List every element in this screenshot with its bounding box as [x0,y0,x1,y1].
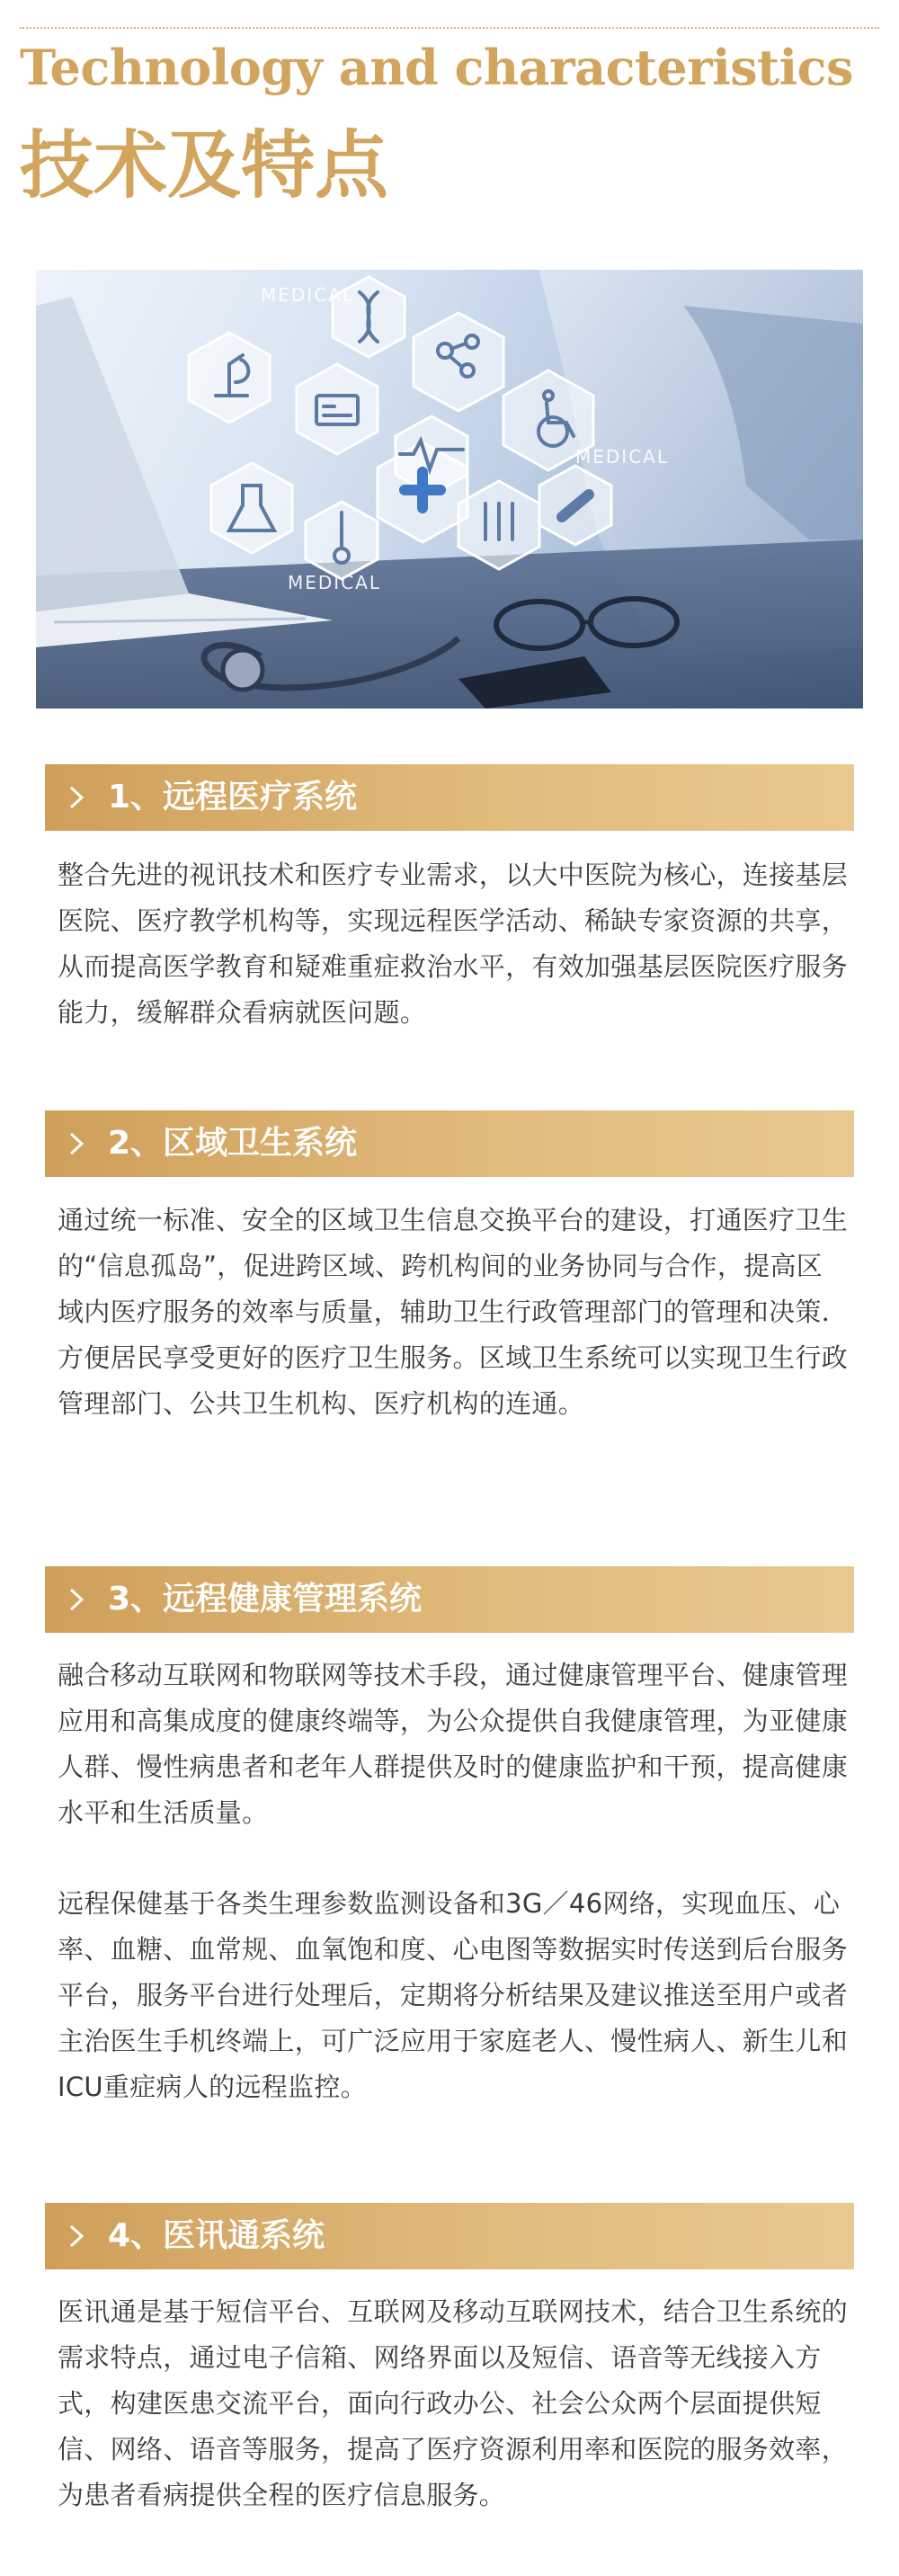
chevron-right-icon [45,764,108,831]
section-title: 1、远程医疗系统 [108,779,358,816]
hero-label-1: MEDICAL [261,284,354,306]
hero-illustration [36,270,863,709]
section-header-medical-messaging [45,2203,854,2269]
section-paragraph: 医讯通是基于短信平台、互联网及移动互联网技术，结合卫生系统的需求特点，通过电子信箱、网络界面以及短信、语音等无线接入方式，构建医患交流平台，面向行政办公、社会公众两个层面提供短信、网络、语音等服务，提高了医疗资源利用率和医院的服务效率，为患者看病提供全程的医疗信息服务。 [58,2296,849,2510]
section-header-remote-medical [45,764,854,831]
hero-image [36,270,863,709]
section-header-health-management [45,1566,854,1633]
section-paragraph: 远程保健基于各类生理参数监测设备和3G／46网络，实现血压、心率、血糖、血常规、血氧饱和度、心电图等数据实时传送到后台服务平台，服务平台进行处理后，定期将分析结果及建议推送至用户或者主治医生手机终端上，可广泛应用于家庭老人、慢性病人、新生儿和ICU重症病人的远程监控。 [58,1888,849,2102]
section-title: 3、远程健康管理系统 [108,1581,423,1618]
hero-label-3: MEDICAL [288,572,381,593]
page-title-english: Technology and characteristics [20,39,853,96]
top-divider [20,27,879,29]
section-paragraph: 融合移动互联网和物联网等技术手段，通过健康管理平台、健康管理应用和高集成度的健康终端等，为公众提供自我健康管理，为亚健康人群、慢性病患者和老年人群提供及时的健康监护和干预，提高健康水平和生活质量。 [58,1660,849,1828]
section-paragraph: 整合先进的视讯技术和医疗专业需求，以大中医院为核心，连接基层医院、医疗教学机构等，实现远程医学活动、稀缺专家资源的共享，从而提高医学教育和疑难重症救治水平，有效加强基层医院医疗服务能力，缓解群众看病就医问题。 [58,860,849,1028]
section-title: 4、医讯通系统 [108,2217,325,2254]
section-title: 2、区域卫生系统 [108,1125,358,1162]
chevron-right-icon [45,2203,108,2269]
page-title-chinese: 技术及特点 [20,123,389,209]
chevron-right-icon [45,1110,108,1177]
section-header-regional-health [45,1110,854,1177]
section-paragraph: 通过统一标准、安全的区域卫生信息交换平台的建设，打通医疗卫生的“信息孤岛”，促进跨区域、跨机构间的业务协同与合作，提高区域内医疗服务的效率与质量，辅助卫生行政管理部门的管理和决策．方便居民享受更好的医疗卫生服务。区域卫生系统可以实现卫生行政管理部门、公共卫生机构、医疗机构的连通。 [58,1205,849,1419]
hero-label-2: MEDICAL [575,446,669,468]
chevron-right-icon [45,1566,108,1633]
